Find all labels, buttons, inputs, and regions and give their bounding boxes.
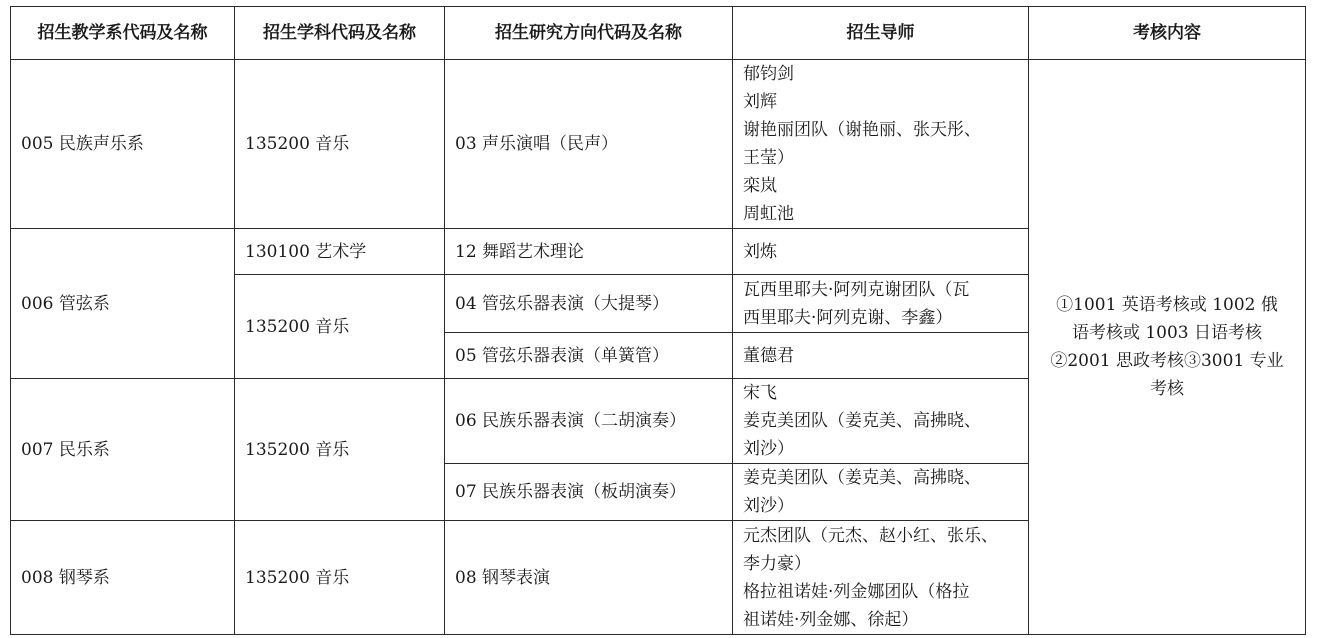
direction-cell: 03 声乐演唱（民声） xyxy=(445,60,733,229)
dept-cell: 008 钢琴系 xyxy=(11,521,235,635)
tutor-line: 刘炼 xyxy=(743,241,777,262)
tutor-cell xyxy=(733,333,1029,379)
tutor-cell xyxy=(733,379,1029,464)
tutor-cell xyxy=(733,464,1029,521)
direction-cell: 08 钢琴表演 xyxy=(445,521,733,635)
direction-cell: 06 民族乐器表演（二胡演奏） xyxy=(445,379,733,464)
header-exam: 考核内容 xyxy=(1029,7,1306,60)
header-tutor: 招生导师 xyxy=(733,7,1029,60)
tutor-line: 姜克美团队（姜克美、高拂晓、 xyxy=(743,468,981,488)
tutor-line: 瓦西里耶夫·阿列克谢团队（瓦 xyxy=(743,279,970,300)
tutor-line: 祖诺娃·列金娜、徐起） xyxy=(743,609,919,630)
tutor-cell xyxy=(733,60,1029,229)
subject-cell: 135200 音乐 xyxy=(235,275,445,379)
tutor-cell xyxy=(733,275,1029,333)
tutor-line: 西里耶夫·阿列克谢、李鑫） xyxy=(743,307,953,328)
subject-cell: 130100 艺术学 xyxy=(235,229,445,275)
header-row xyxy=(11,7,1306,60)
dept-cell: 007 民乐系 xyxy=(11,379,235,521)
tutor-cell xyxy=(733,521,1029,635)
direction-cell: 12 舞蹈艺术理论 xyxy=(445,229,733,275)
tutor-line: 董德君 xyxy=(743,345,794,366)
dept-cell: 005 民族声乐系 xyxy=(11,60,235,229)
tutor-line: 刘沙） xyxy=(743,496,794,516)
direction-cell: 04 管弦乐器表演（大提琴） xyxy=(445,275,733,333)
header-subject: 招生学科代码及名称 xyxy=(235,7,445,60)
tutor-line: 李力豪） xyxy=(743,553,811,574)
subject-cell: 135200 音乐 xyxy=(235,521,445,635)
tutor-cell xyxy=(733,229,1029,275)
header-dept: 招生教学系代码及名称 xyxy=(11,7,235,60)
table-row xyxy=(11,60,1306,229)
tutor-line: 谢艳丽团队（谢艳丽、张天彤、 xyxy=(743,120,981,140)
tutor-line: 姜克美团队（姜克美、高拂晓、 xyxy=(743,411,981,431)
tutor-line: 刘辉 xyxy=(743,92,777,112)
direction-cell: 05 管弦乐器表演（单簧管） xyxy=(445,333,733,379)
tutor-line: 王莹） xyxy=(743,148,794,168)
tutor-line: 栾岚 xyxy=(743,176,777,196)
header-direction: 招生研究方向代码及名称 xyxy=(445,7,733,60)
subject-cell: 135200 音乐 xyxy=(235,60,445,229)
dept-cell: 006 管弦系 xyxy=(11,229,235,379)
subject-cell: 135200 音乐 xyxy=(235,379,445,521)
tutor-line: 格拉祖诺娃·列金娜团队（格拉 xyxy=(743,581,970,602)
tutor-line: 郁钧剑 xyxy=(743,64,794,84)
tutor-line: 元杰团队（元杰、赵小红、张乐、 xyxy=(743,525,998,546)
enrollment-table xyxy=(10,6,1306,635)
tutor-line: 刘沙） xyxy=(743,439,794,459)
exam-content-cell: ①1001 英语考核或 1002 俄语考核或 1003 日语考核②2001 思政考核③3001 专业考核 xyxy=(1029,60,1306,635)
tutor-line: 周虹池 xyxy=(743,204,794,224)
direction-cell: 07 民族乐器表演（板胡演奏） xyxy=(445,464,733,521)
tutor-line: 宋飞 xyxy=(743,383,777,403)
